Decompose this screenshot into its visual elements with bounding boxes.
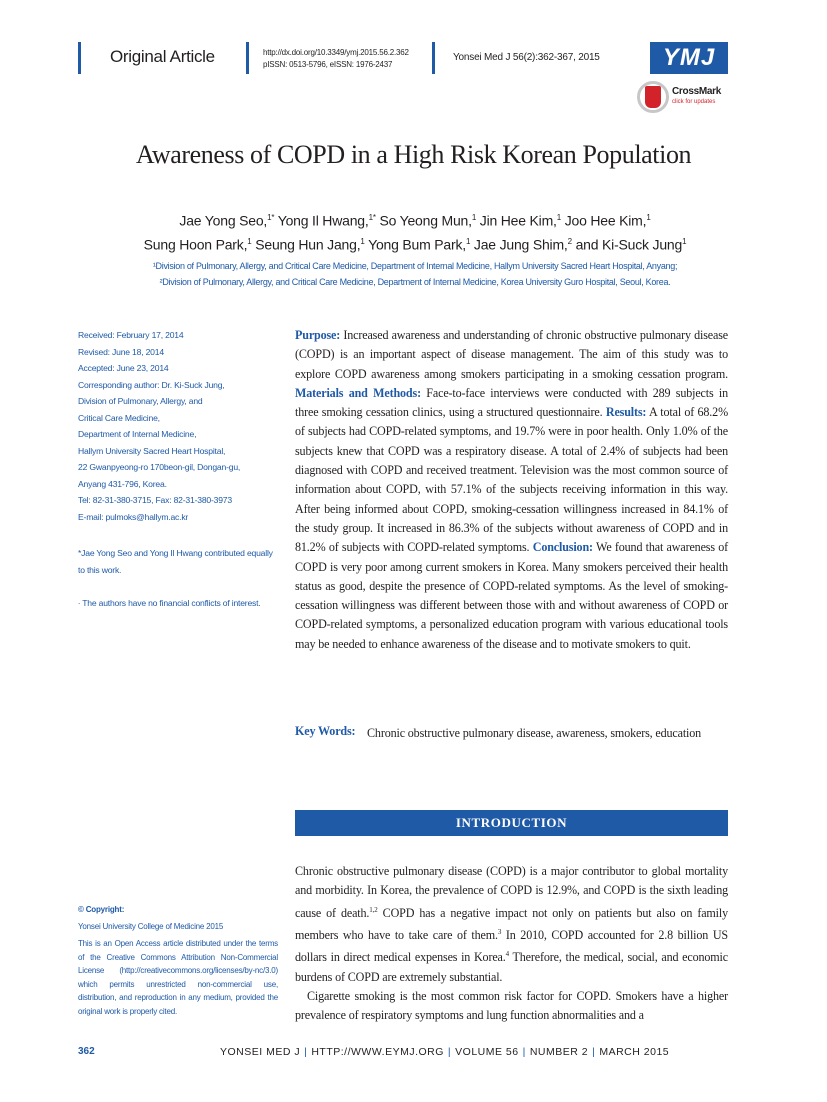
tel-fax: Tel: 82-31-380-3715, Fax: 82-31-380-3973 bbox=[78, 495, 232, 505]
journal-info: Yonsei Med J 56(2):362-367, 2015 bbox=[453, 52, 600, 63]
keywords-label: Key Words: bbox=[295, 724, 356, 738]
copyright-block bbox=[78, 903, 278, 1018]
purpose-label: Purpose: bbox=[295, 328, 341, 342]
copyright-head: © Copyright: bbox=[78, 905, 125, 914]
accepted-date: Accepted: June 23, 2014 bbox=[78, 363, 169, 373]
text-run: In 2010, COPD accounted for 2.8 billion US dollars in direct medical expenses in Korea. bbox=[295, 927, 728, 965]
page-number: 362 bbox=[78, 1046, 95, 1057]
license-text: This is an Open Access article distributed under the terms of the Creative Commons Attribution Non-Commercial License (http://creativecommons.org/licenses/by-nc/3.0) which permits unrestricted non-commercial use, distribution, and reproduction in any medium, provided the original work is properly cited. bbox=[78, 939, 278, 1016]
author: Seung Hun Jang, bbox=[255, 236, 361, 253]
header-divider bbox=[78, 42, 81, 74]
footer-journal: YONSEI MED J bbox=[220, 1046, 301, 1058]
header-divider bbox=[246, 42, 249, 74]
purpose-text: Increased awareness and understanding of chronic obstructive pulmonary disease (COPD) is an important aspect of disease management. The aim of this study was to explore COPD awareness among smokers participating in a smoking cessation program. bbox=[295, 328, 728, 381]
author: So Yeong Mun, bbox=[379, 212, 472, 229]
revised-date: Revised: June 18, 2014 bbox=[78, 346, 164, 357]
citation[interactable]: 4 bbox=[505, 950, 509, 959]
author-affil: 1 bbox=[471, 213, 477, 222]
email[interactable]: E-mail: pulmoks@hallym.ac.kr bbox=[78, 511, 189, 522]
crossmark-sub[interactable]: click for updates bbox=[672, 99, 716, 105]
article-type: Original Article bbox=[110, 47, 215, 66]
equal-contribution-note: *Jae Yong Seo and Yong Il Hwang contributed equally to this work. bbox=[78, 548, 273, 575]
crossmark-bookmark-icon bbox=[645, 86, 661, 108]
running-footer bbox=[220, 1046, 669, 1058]
footer-separator: | bbox=[592, 1046, 596, 1058]
address-line: Department of Internal Medicine, bbox=[78, 429, 197, 439]
author-affil: 1* bbox=[267, 213, 275, 222]
author-affil: 1* bbox=[368, 213, 376, 222]
author: Joo Hee Kim, bbox=[564, 212, 647, 229]
author-affil: 1 bbox=[682, 237, 687, 246]
results-text: A total of 68.2% of subjects had COPD-related symptoms, and 19.7% were in poor health. Only 1.0% of the subjects knew that COPD was a respiratory disease. A total of 2.4% of subjects had been diagnosed with COPD and received treatment. Television was the most common source of information about COPD, with 57.1% of the subjects receiving information in this way. After being informed about COPD, smoking-cessation willingness increased in 84.1% of the study group. It increased in 86.3% of the subjects without awareness of COPD and in 81.2% of subjects with COPD-related symptoms. bbox=[295, 405, 729, 555]
header-divider bbox=[432, 42, 435, 74]
paragraph: Cigarette smoking is the most common risk factor for COPD. Smokers have a higher prevalence of respiratory symptoms and lung function abnormalities and a bbox=[295, 988, 728, 1023]
copyright-org: Yonsei University College of Medicine 2015 bbox=[78, 921, 224, 931]
affiliation-2: ²Division of Pulmonary, Allergy, and Critical Care Medicine, Department of Internal Medicine, Korea University Guro Hospital, Seoul, Korea. bbox=[159, 277, 671, 287]
author: Yong Il Hwang, bbox=[277, 212, 369, 229]
footer-number: NUMBER 2 bbox=[529, 1046, 589, 1058]
abstract bbox=[295, 326, 728, 654]
conclusion-text: We found that awareness of COPD is very poor among current smokers in Korea. Many smokers perceived their health status as good, despite the presence of COPD-related symptoms. As the level of smoking-cessation willingness was different between those with and without awareness of COPD or COPD-related symptoms, a personalized education program with various educational tools may be needed to enhance awareness of the disease and to motivate smokers to quit. bbox=[295, 540, 729, 651]
doi-block bbox=[263, 47, 409, 71]
author: Sung Hoon Park, bbox=[143, 236, 248, 253]
conclusion-label: Conclusion: bbox=[532, 540, 593, 555]
text-run: Chronic obstructive pulmonary disease (COPD) is a major contributor to global mortality and morbidity. In Korea, the prevalence of COPD is 12.9%, and COPD is the sixth leading cause of death. bbox=[295, 864, 728, 920]
footer-separator: | bbox=[447, 1046, 452, 1058]
methods-text: Face-to-face interviews were conducted with 289 subjects in three smoking cessation clinics, using a structured questionnaire. bbox=[295, 385, 728, 420]
crossmark-label[interactable]: CrossMark bbox=[672, 86, 721, 97]
authors-line-1 bbox=[60, 206, 770, 233]
author: Yong Bum Park, bbox=[368, 236, 466, 253]
text-run: COPD has a negative impact not only on patients but also on family members who have to take care of them. bbox=[295, 905, 728, 942]
keywords-text: Chronic obstructive pulmonary disease, awareness, smokers, education bbox=[367, 726, 702, 740]
author-affil: 2 bbox=[567, 237, 572, 246]
journal-logo: YMJ bbox=[650, 42, 728, 74]
author-affil: 1 bbox=[465, 237, 471, 246]
author: Jin Hee Kim, bbox=[479, 212, 557, 229]
address-line: Hallym University Sacred Heart Hospital, bbox=[78, 445, 226, 456]
paragraph bbox=[295, 862, 728, 987]
author: Jae Jung Shim, bbox=[473, 236, 568, 253]
footer-separator: | bbox=[522, 1046, 526, 1058]
author-affil: 1 bbox=[646, 213, 651, 222]
received-date: Received: February 17, 2014 bbox=[78, 330, 184, 340]
footer-volume: VOLUME 56 bbox=[455, 1046, 519, 1058]
issn: pISSN: 0513-5796, eISSN: 1976-2437 bbox=[263, 60, 393, 69]
introduction-body bbox=[295, 862, 728, 1025]
address-line: 22 Gwanpyeong-ro 170beon-gil, Dongan-gu, bbox=[78, 462, 241, 472]
doi-link[interactable]: http://dx.doi.org/10.3349/ymj.2015.56.2.362 bbox=[263, 48, 409, 57]
author: and Ki-Suck Jung bbox=[575, 236, 683, 253]
address-line: Anyang 431-796, Korea. bbox=[78, 478, 167, 489]
footer-date: MARCH 2015 bbox=[599, 1046, 670, 1058]
conflict-note: ∙ The authors have no financial conflicts of interest. bbox=[78, 598, 261, 608]
corresponding-author: Corresponding author: Dr. Ki-Suck Jung, bbox=[78, 379, 225, 390]
affiliation-1: ¹Division of Pulmonary, Allergy, and Critical Care Medicine, Department of Internal Medicine, Hallym University Sacred Heart Hospital, Anyang; bbox=[152, 261, 678, 271]
text-run: Therefore, the medical, social, and economic burdens of COPD are extremely substantial. bbox=[295, 950, 728, 984]
citation[interactable]: 1,2 bbox=[369, 905, 378, 914]
footer-url[interactable]: HTTP://WWW.EYMJ.ORG bbox=[311, 1046, 444, 1058]
citation[interactable]: 3 bbox=[497, 927, 502, 936]
article-dates-correspondence bbox=[78, 327, 278, 525]
author-affil: 1 bbox=[247, 237, 252, 246]
address-line: Division of Pulmonary, Allergy, and bbox=[78, 396, 203, 406]
results-label: Results: bbox=[605, 405, 647, 420]
authors-line-2 bbox=[60, 230, 770, 257]
methods-label: Materials and Methods: bbox=[295, 385, 421, 400]
article-title: Awareness of COPD in a High Risk Korean Population bbox=[135, 140, 692, 169]
section-heading-introduction: INTRODUCTION bbox=[295, 810, 728, 836]
address-line: Critical Care Medicine, bbox=[78, 412, 160, 423]
author: Jae Yong Seo, bbox=[179, 212, 268, 229]
footer-separator: | bbox=[304, 1046, 308, 1058]
author-affil: 1 bbox=[360, 237, 365, 246]
author-affil: 1 bbox=[556, 213, 561, 222]
